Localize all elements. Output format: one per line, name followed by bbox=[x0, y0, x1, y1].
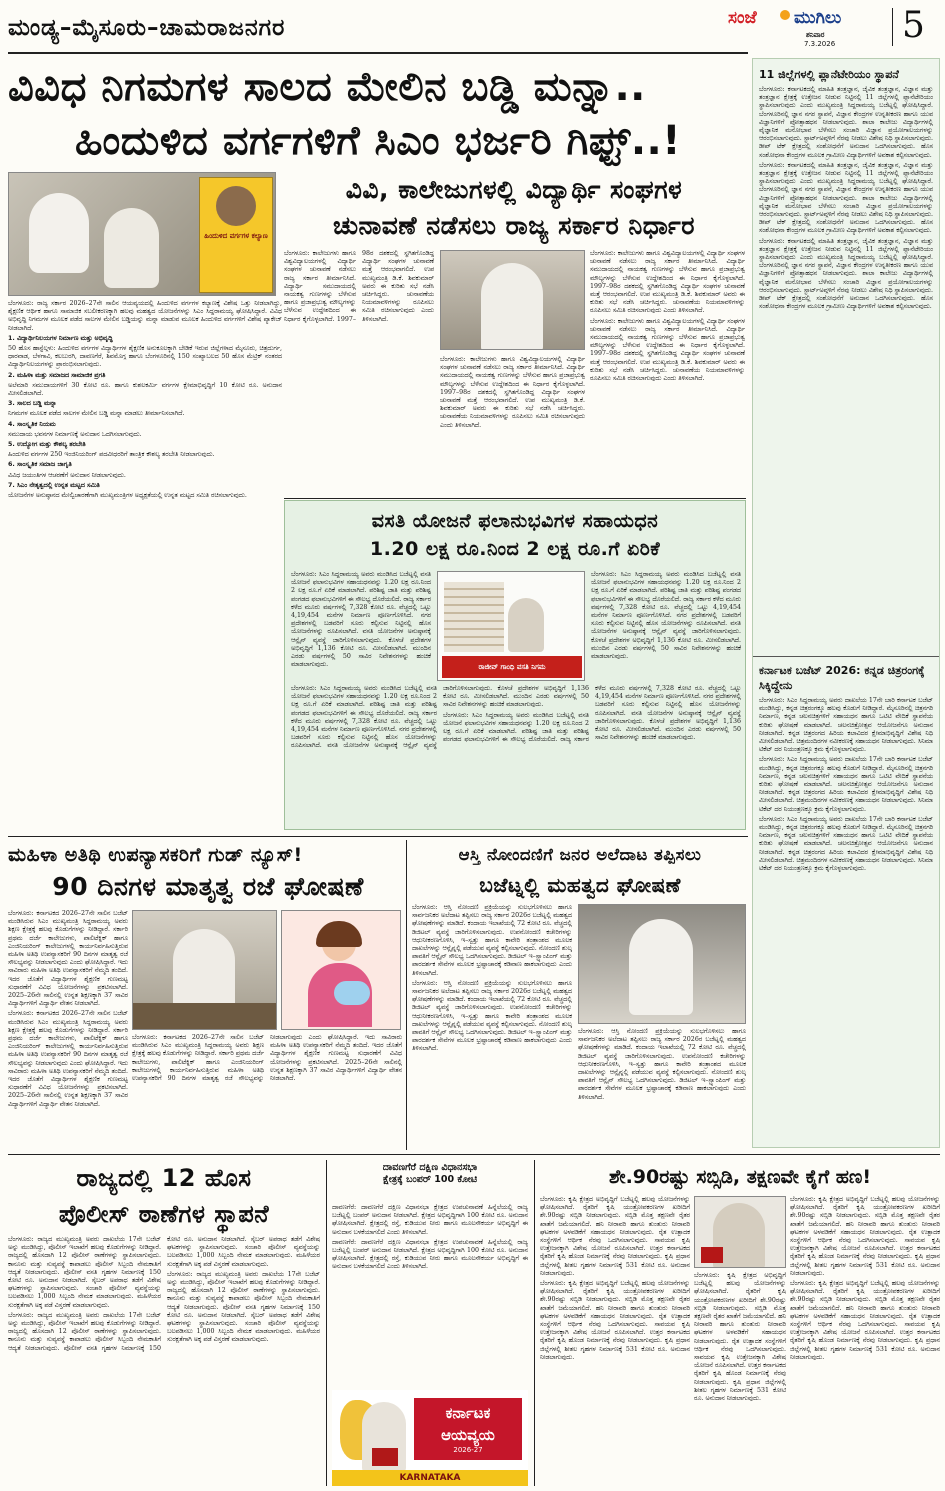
police-body-text: ಬೆಂಗಳೂರು: ರಾಜ್ಯದ ಮುಖ್ಯಮಂತ್ರಿ ಅವರು ದಾಖಲೆಯ 17ನೇ ಬಜೆಟ್ ಅನ್ನು ಮಂಡಿಸಿದ್ದು, ಪೊಲೀಸ್ ಇಲಾಖೆಗೆ ಹಲವು ಕೊಡುಗೆಗಳನ್ನು ನೀಡಿದ್ದಾರೆ. ರಾಜ್ಯದಲ್ಲಿ ಹೊಸದಾಗಿ 12 ಪೊಲೀಸ್ ಠಾಣೆಗಳನ್ನು ಸ್ಥಾಪಿಸಲಾಗುವುದು. ಕಾನೂನು ಮತ್ತು ಸುವ್ಯವಸ್ಥೆ ಕಾಪಾಡಲು ಪೊಲೀಸ್ ಸಿಬ್ಬಂದಿ ನೇಮಕಾತಿಗೆ ಆದ್ಯತೆ ನೀಡಲಾಗುವುದು. ಪೊಲೀಸ್ ವಸತಿ ಗೃಹಗಳ ನಿರ್ಮಾಣಕ್ಕೆ 150 ಕೋಟಿ ರೂ. ಅನುದಾನ ನೀಡಲಾಗಿದೆ. ಸೈಬರ್ ಅಪರಾಧ ತಡೆಗೆ ವಿಶೇಷ ಘಟಕಗಳನ್ನು ಸ್ಥಾಪಿಸಲಾಗುವುದು. ಸಂಚಾರಿ ಪೊಲೀಸ್ ವ್ಯವಸ್ಥೆಯನ್ನು ಬಲಪಡಿಸಲು 1,000 ಸಿಬ್ಬಂದಿ ನೇಮಕ ಮಾಡಲಾಗುವುದು. ಮಹಿಳೆಯರ ಸುರಕ್ಷತೆಗಾಗಿ ಅಕ್ಕ ಪಡೆ ವಿಸ್ತರಣೆ ಮಾಡಲಾಗುವುದು. bbox=[8, 1236, 320, 1352]
unions-headline-line1: ವಿವಿ, ಕಾಲೇಜುಗಳಲ್ಲಿ ವಿದ್ಯಾರ್ಥಿ ಸಂಘಗಳ bbox=[345, 175, 683, 204]
unions-body-text: ಬೆಂಗಳೂರು: ಕಾಲೇಜುಗಳು ಹಾಗೂ ವಿಶ್ವವಿದ್ಯಾಲಯಗಳಲ್ಲಿ ವಿದ್ಯಾರ್ಥಿ ಸಂಘಗಳ ಚುನಾವಣೆ ನಡೆಸಲು ರಾಜ್ಯ ಸರ್ಕಾರ ತೀರ್ಮಾನಿಸಿದೆ. ವಿದ್ಯಾರ್ಥಿ ಸಮುದಾಯದಲ್ಲಿ ನಾಯಕತ್ವ ಗುಣಗಳನ್ನು ಬೆಳೆಸುವ ಹಾಗೂ ಪ್ರಜಾಪ್ರಭುತ್ವ ಮೌಲ್ಯಗಳನ್ನು ಬೆಳೆಸುವ ಉದ್ದೇಶದಿಂದ ಈ ನಿರ್ಧಾರ ಕೈಗೊಳ್ಳಲಾಗಿದೆ. 1997–98ರ ದಶಕದಲ್ಲಿ ಸ್ಥಗಿತಗೊಂಡಿದ್ದ ವಿದ್ಯಾರ್ಥಿ ಸಂಘಗಳ ಚುನಾವಣೆ ಮತ್ತೆ ಆರಂಭವಾಗಲಿದೆ. ಉಪ ಮುಖ್ಯಮಂತ್ರಿ ಡಿ.ಕೆ. ಶಿವಕುಮಾರ್ ಅವರು ಈ ಕುರಿತು ಸಭೆ ನಡೆಸಿ ಚರ್ಚಿಸಿದ್ದರು. ಚುನಾವಣೆಯ ನಿಯಮಾವಳಿಗಳನ್ನು ರೂಪಿಸಲು ಸಮಿತಿ ರಚಿಸಲಾಗುವುದು ಎಂದು ತಿಳಿಸಲಾಗಿದೆ. bbox=[440, 356, 585, 429]
masthead-divider bbox=[892, 8, 893, 46]
lead-item-text: 50 ಹೊಸ ಹಾಸ್ಟೆಲ್ಗಳು: ಹಿಂದುಳಿದ ವರ್ಗಗಳ ವಿದ್ಯಾರ್ಥಿಗಳ ಶೈಕ್ಷಣಿಕ ಅನುಕೂಲಕ್ಕಾಗಿ ಬೇಡಿಕೆ ಇರುವ ಜಿಲ್ಲೆಗಳಾದ ಮೈಸೂರು, ಚಿತ್ರದುರ್ಗ, ಧಾರವಾಡ, ಬೆಳಗಾವಿ, ಕಲಬುರಗಿ, ದಾವಣಗೆರೆ, ಶಿವಮೊಗ್ಗ ಹಾಗೂ ಬೆಂಗಳೂರಿನಲ್ಲಿ 150 ಸಂಖ್ಯಾಬಲದ 50 ಹೊಸ ಮೆಟ್ರಿಕ್ ನಂತರದ ವಿದ್ಯಾರ್ಥಿನಿಲಯಗಳನ್ನು ಪ್ರಾರಂಭಿಸಲಾಗುವುದು. bbox=[8, 345, 282, 369]
section-label bbox=[8, 8, 488, 48]
unions-headline bbox=[284, 172, 744, 248]
row3-top-rule bbox=[8, 1154, 940, 1155]
lecturers-body-text: ಬೆಂಗಳೂರು: ಕರ್ನಾಟಕದ 2026–27ನೇ ಸಾಲಿನ ಬಜೆಟ್ ಮಂಡಿಸಿರುವ ಸಿಎಂ ಮುಖ್ಯಮಂತ್ರಿ ಸಿದ್ದರಾಮಯ್ಯ ಅವರು ಶಿಕ್ಷಣ ಕ್ಷೇತ್ರಕ್ಕೆ ಹಲವು ಕೊಡುಗೆಗಳನ್ನು ನೀಡಿದ್ದಾರೆ. ಸರ್ಕಾರಿ ಪ್ರಥಮ ದರ್ಜೆ ಕಾಲೇಜುಗಳು, ಪಾಲಿಟೆಕ್ನಿಕ್ ಹಾಗೂ ಎಂಜಿನಿಯರಿಂಗ್ ಕಾಲೇಜುಗಳಲ್ಲಿ ಕಾರ್ಯನಿರ್ವಹಿಸುತ್ತಿರುವ ಮಹಿಳಾ ಅತಿಥಿ ಉಪನ್ಯಾಸಕರಿಗೆ 90 ದಿನಗಳ ಮಾತೃತ್ವ ರಜೆ ಸೌಲಭ್ಯವನ್ನು ನೀಡಲಾಗುವುದು ಎಂದು ಘೋಷಿಸಿದ್ದಾರೆ. ಇದು ಸಾವಿರಾರು ಮಹಿಳಾ ಅತಿಥಿ ಉಪನ್ಯಾಸಕರಿಗೆ ನೆಮ್ಮದಿ ತಂದಿದೆ. ಇದರ ಜೊತೆಗೆ ವಿದ್ಯಾರ್ಥಿಗಳ ಶೈಕ್ಷಣಿಕ ಗುಣಮಟ್ಟ ಸುಧಾರಣೆಗೆ ವಿವಿಧ ಯೋಜನೆಗಳನ್ನು ಪ್ರಕಟಿಸಲಾಗಿದೆ. 2025–26ನೇ ಸಾಲಿನಲ್ಲಿ ಉನ್ನತ ಶಿಕ್ಷಣಕ್ಕಾಗಿ 37 ಸಾವಿರ ವಿದ್ಯಾರ್ಥಿಗಳಿಗೆ ವಿದ್ಯಾರ್ಥಿ ವೇತನ ನೀಡಲಾಗಿದೆ. bbox=[8, 1010, 128, 1108]
lecturers-photo bbox=[132, 910, 277, 1030]
lead-body bbox=[8, 300, 282, 820]
unions-body-text: ಬೆಂಗಳೂರು: ಕಾಲೇಜುಗಳು ಹಾಗೂ ವಿಶ್ವವಿದ್ಯಾಲಯಗಳಲ್ಲಿ ವಿದ್ಯಾರ್ಥಿ ಸಂಘಗಳ ಚುನಾವಣೆ ನಡೆಸಲು ರಾಜ್ಯ ಸರ್ಕಾರ ತೀರ್ಮಾನಿಸಿದೆ. ವಿದ್ಯಾರ್ಥಿ ಸಮುದಾಯದಲ್ಲಿ ನಾಯಕತ್ವ ಗುಣಗಳನ್ನು ಬೆಳೆಸುವ ಹಾಗೂ ಪ್ರಜಾಪ್ರಭುತ್ವ ಮೌಲ್ಯಗಳನ್ನು ಬೆಳೆಸುವ ಉದ್ದೇಶದಿಂದ ಈ ನಿರ್ಧಾರ ಕೈಗೊಳ್ಳಲಾಗಿದೆ. 1997–98ರ ದಶಕದಲ್ಲಿ ಸ್ಥಗಿತಗೊಂಡಿದ್ದ ವಿದ್ಯಾರ್ಥಿ ಸಂಘಗಳ ಚುನಾವಣೆ ಮತ್ತೆ ಆರಂಭವಾಗಲಿದೆ. ಉಪ ಮುಖ್ಯಮಂತ್ರಿ ಡಿ.ಕೆ. ಶಿವಕುಮಾರ್ ಅವರು ಈ ಕುರಿತು ಸಭೆ ನಡೆಸಿ ಚರ್ಚಿಸಿದ್ದರು. ಚುನಾವಣೆಯ ನಿಯಮಾವಳಿಗಳನ್ನು ರೂಪಿಸಲು ಸಮಿತಿ ರಚಿಸಲಾಗುವುದು ಎಂದು ತಿಳಿಸಲಾಗಿದೆ. bbox=[590, 317, 745, 383]
subsidy-body-text: ಬೆಂಗಳೂರು: ಕೃಷಿ ಕ್ಷೇತ್ರದ ಅಭಿವೃದ್ಧಿಗೆ ಬಜೆಟ್ನಲ್ಲಿ ಹಲವು ಯೋಜನೆಗಳನ್ನು ಘೋಷಿಸಲಾಗಿದೆ. ರೈತರಿಗೆ ಕೃಷಿ ಯಂತ್ರೋಪಕರಣಗಳ ಖರೀದಿಗೆ ಶೇ.90ರಷ್ಟು ಸಬ್ಸಿಡಿ ನೀಡಲಾಗುವುದು. ಸಬ್ಸಿಡಿ ಮೊತ್ತ ತಕ್ಷಣವೇ ರೈತರ ಖಾತೆಗೆ ಜಮೆಯಾಗಲಿದೆ. ಹನಿ ನೀರಾವರಿ ಹಾಗೂ ತುಂತುರು ನೀರಾವರಿ ಘಟಕಗಳ ಅಳವಡಿಕೆಗೆ ಸಹಾಯಧನ ನೀಡಲಾಗುವುದು. ರೈತ ಉತ್ಪಾದಕ ಸಂಸ್ಥೆಗಳಿಗೆ ಆರ್ಥಿಕ ನೆರವು ಒದಗಿಸಲಾಗುವುದು. ಸಾವಯವ ಕೃಷಿ ಉತ್ತೇಜನಕ್ಕಾಗಿ ವಿಶೇಷ ಯೋಜನೆ ರೂಪಿಸಲಾಗಿದೆ. ಉತ್ತರ ಕರ್ನಾಟಕದ ರೈತರಿಗೆ ಕೃಷಿ ಹೊಂಡ ನಿರ್ಮಾಣಕ್ಕೆ ನೆರವು ನೀಡಲಾಗುವುದು. ಕೃಷಿ ಪ್ರಧಾನ ಜಿಲ್ಲೆಗಳಲ್ಲಿ ಶೀತಲ ಗೃಹಗಳ ನಿರ್ಮಾಣಕ್ಕೆ 531 ಕೋಟಿ ರೂ. ಅನುದಾನ ನೀಡಲಾಗುವುದು. bbox=[694, 1272, 786, 1403]
planetarium-body-text: ಬೆಂಗಳೂರು: ಕರ್ನಾಟಕದಲ್ಲಿ ಮಾಹಿತಿ ತಂತ್ರಜ್ಞಾನ, ಜೈವಿಕ ತಂತ್ರಜ್ಞಾನ, ವಿಜ್ಞಾನ ಮತ್ತು ತಂತ್ರಜ್ಞಾನ ಕ್ಷೇತ್ರಕ್ಕೆ ಉತ್ತೇಜನ ನೀಡುವ ನಿಟ್ಟಿನಲ್ಲಿ 11 ಜಿಲ್ಲೆಗಳಲ್ಲಿ ಪ್ಲಾನೆಟೇರಿಯಂ ಸ್ಥಾಪಿಸಲಾಗುವುದು ಎಂದು ಮುಖ್ಯಮಂತ್ರಿ ಸಿದ್ದರಾಮಯ್ಯ ಬಜೆಟ್ನಲ್ಲಿ ಘೋಷಿಸಿದ್ದಾರೆ. ಬೆಂಗಳೂರಿನಲ್ಲಿ ಜ್ಞಾನ ನಗರ ಸ್ಥಾಪನೆ, ವಿಜ್ಞಾನ ಕೇಂದ್ರಗಳ ಉನ್ನತೀಕರಣ ಹಾಗೂ ಯುವ ವಿಜ್ಞಾನಿಗಳಿಗೆ ಪ್ರೋತ್ಸಾಹಧನ ನೀಡಲಾಗುವುದು. ಶಾಲಾ ಕಾಲೇಜು ವಿದ್ಯಾರ್ಥಿಗಳಲ್ಲಿ ವೈಜ್ಞಾನಿಕ ಮನೋಭಾವ ಬೆಳೆಸಲು ಸಂಚಾರಿ ವಿಜ್ಞಾನ ಪ್ರಯೋಗಾಲಯಗಳನ್ನು ಆರಂಭಿಸಲಾಗುವುದು. ಸ್ಟಾರ್ಟ್ಅಪ್ಗಳಿಗೆ ನೆರವು ನೀಡಲು ವಿಶೇಷ ನಿಧಿ ಸ್ಥಾಪಿಸಲಾಗುವುದು. ಡೀಪ್ ಟೆಕ್ ಕ್ಷೇತ್ರದಲ್ಲಿ ಸಂಶೋಧನೆಗೆ ಅನುದಾನ ಒದಗಿಸಲಾಗುವುದು. ಹೊಸ ಸಂಶೋಧನಾ ಕೇಂದ್ರಗಳ ಮೂಲಕ ಗ್ರಾಮೀಣ ವಿದ್ಯಾರ್ಥಿಗಳಿಗೆ ಅವಕಾಶ ಕಲ್ಪಿಸಲಾಗುವುದು. bbox=[759, 86, 933, 159]
unions-body-text: ಬೆಂಗಳೂರು: ಕಾಲೇಜುಗಳು ಹಾಗೂ ವಿಶ್ವವಿದ್ಯಾಲಯಗಳಲ್ಲಿ ವಿದ್ಯಾರ್ಥಿ ಸಂಘಗಳ ಚುನಾವಣೆ ನಡೆಸಲು ರಾಜ್ಯ ಸರ್ಕಾರ ತೀರ್ಮಾನಿಸಿದೆ. ವಿದ್ಯಾರ್ಥಿ ಸಮುದಾಯದಲ್ಲಿ ನಾಯಕತ್ವ ಗುಣಗಳನ್ನು ಬೆಳೆಸುವ ಹಾಗೂ ಪ್ರಜಾಪ್ರಭುತ್ವ ಮೌಲ್ಯಗಳನ್ನು ಬೆಳೆಸುವ ಉದ್ದೇಶದಿಂದ ಈ ನಿರ್ಧಾರ ಕೈಗೊಳ್ಳಲಾಗಿದೆ. 1997–98ರ ದಶಕದಲ್ಲಿ ಸ್ಥಗಿತಗೊಂಡಿದ್ದ ವಿದ್ಯಾರ್ಥಿ ಸಂಘಗಳ ಚುನಾವಣೆ ಮತ್ತೆ ಆರಂಭವಾಗಲಿದೆ. ಉಪ ಮುಖ್ಯಮಂತ್ರಿ ಡಿ.ಕೆ. ಶಿವಕುಮಾರ್ ಅವರು ಈ ಕುರಿತು ಸಭೆ ನಡೆಸಿ ಚರ್ಚಿಸಿದ್ದರು. ಚುನಾವಣೆಯ ನಿಯಮಾವಳಿಗಳನ್ನು ರೂಪಿಸಲು ಸಮಿತಿ ರಚಿಸಲಾಗುವುದು ಎಂದು ತಿಳಿಸಲಾಗಿದೆ. bbox=[284, 250, 434, 323]
housing-banner-text: ರಾಜೀವ್ ಗಾಂಧಿ ವಸತಿ ನಿಗಮ bbox=[442, 656, 582, 678]
subsidy-body-text: ಬೆಂಗಳೂರು: ಕೃಷಿ ಕ್ಷೇತ್ರದ ಅಭಿವೃದ್ಧಿಗೆ ಬಜೆಟ್ನಲ್ಲಿ ಹಲವು ಯೋಜನೆಗಳನ್ನು ಘೋಷಿಸಲಾಗಿದೆ. ರೈತರಿಗೆ ಕೃಷಿ ಯಂತ್ರೋಪಕರಣಗಳ ಖರೀದಿಗೆ ಶೇ.90ರಷ್ಟು ಸಬ್ಸಿಡಿ ನೀಡಲಾಗುವುದು. ಸಬ್ಸಿಡಿ ಮೊತ್ತ ತಕ್ಷಣವೇ ರೈತರ ಖಾತೆಗೆ ಜಮೆಯಾಗಲಿದೆ. ಹನಿ ನೀರಾವರಿ ಹಾಗೂ ತುಂತುರು ನೀರಾವರಿ ಘಟಕಗಳ ಅಳವಡಿಕೆಗೆ ಸಹಾಯಧನ ನೀಡಲಾಗುವುದು. ರೈತ ಉತ್ಪಾದಕ ಸಂಸ್ಥೆಗಳಿಗೆ ಆರ್ಥಿಕ ನೆರವು ಒದಗಿಸಲಾಗುವುದು. ಸಾವಯವ ಕೃಷಿ ಉತ್ತೇಜನಕ್ಕಾಗಿ ವಿಶೇಷ ಯೋಜನೆ ರೂಪಿಸಲಾಗಿದೆ. ಉತ್ತರ ಕರ್ನಾಟಕದ ರೈತರಿಗೆ ಕೃಷಿ ಹೊಂಡ ನಿರ್ಮಾಣಕ್ಕೆ ನೆರವು ನೀಡಲಾಗುವುದು. ಕೃಷಿ ಪ್ರಧಾನ ಜಿಲ್ಲೆಗಳಲ್ಲಿ ಶೀತಲ ಗೃಹಗಳ ನಿರ್ಮಾಣಕ್ಕೆ 531 ಕೋಟಿ ರೂ. ಅನುದಾನ ನೀಡಲಾಗುವುದು. bbox=[540, 1280, 690, 1361]
lecturers-body-text: ಬೆಂಗಳೂರು: ಕರ್ನಾಟಕದ 2026–27ನೇ ಸಾಲಿನ ಬಜೆಟ್ ಮಂಡಿಸಿರುವ ಸಿಎಂ ಮುಖ್ಯಮಂತ್ರಿ ಸಿದ್ದರಾಮಯ್ಯ ಅವರು ಶಿಕ್ಷಣ ಕ್ಷೇತ್ರಕ್ಕೆ ಹಲವು ಕೊಡುಗೆಗಳನ್ನು ನೀಡಿದ್ದಾರೆ. ಸರ್ಕಾರಿ ಪ್ರಥಮ ದರ್ಜೆ ಕಾಲೇಜುಗಳು, ಪಾಲಿಟೆಕ್ನಿಕ್ ಹಾಗೂ ಎಂಜಿನಿಯರಿಂಗ್ ಕಾಲೇಜುಗಳಲ್ಲಿ ಕಾರ್ಯನಿರ್ವಹಿಸುತ್ತಿರುವ ಮಹಿಳಾ ಅತಿಥಿ ಉಪನ್ಯಾಸಕರಿಗೆ 90 ದಿನಗಳ ಮಾತೃತ್ವ ರಜೆ ಸೌಲಭ್ಯವನ್ನು ನೀಡಲಾಗುವುದು ಎಂದು ಘೋಷಿಸಿದ್ದಾರೆ. ಇದು ಸಾವಿರಾರು ಮಹಿಳಾ ಅತಿಥಿ ಉಪನ್ಯಾಸಕರಿಗೆ ನೆಮ್ಮದಿ ತಂದಿದೆ. ಇದರ ಜೊತೆಗೆ ವಿದ್ಯಾರ್ಥಿಗಳ ಶೈಕ್ಷಣಿಕ ಗುಣಮಟ್ಟ ಸುಧಾರಣೆಗೆ ವಿವಿಧ ಯೋಜನೆಗಳನ್ನು ಪ್ರಕಟಿಸಲಾಗಿದೆ. 2025–26ನೇ ಸಾಲಿನಲ್ಲಿ ಉನ್ನತ ಶಿಕ್ಷಣಕ್ಕಾಗಿ 37 ಸಾವಿರ ವಿದ್ಯಾರ್ಥಿಗಳಿಗೆ ವಿದ್ಯಾರ್ಥಿ ವೇತನ ನೀಡಲಾಗಿದೆ. bbox=[8, 910, 128, 1008]
lecturers-headline-line2: 90 ದಿನಗಳ ಮಾತೃತ್ವ ರಜೆ ಘೋಷಣೆ bbox=[52, 872, 364, 901]
lead-item-text: ಸಮುದಾಯ ಭವನಗಳ ನಿರ್ಮಾಣಕ್ಕೆ ಅನುದಾನ ಒದಗಿಸಲಾಗುವುದು. bbox=[8, 430, 142, 438]
lead-headline-line1: ವಿವಿಧ ನಿಗಮಗಳ ಸಾಲದ ಮೇಲಿನ ಬಡ್ಡಿ ಮನ್ನಾ.. bbox=[8, 64, 646, 110]
lead-item-title: 6. ಸಾಂಸ್ಕೃತಿಕ ಸಮಾಜ ಜಾಗೃತಿ bbox=[8, 461, 72, 469]
lead-intro: ಬೆಂಗಳೂರು: ರಾಜ್ಯ ಸರ್ಕಾರ 2026–27ನೇ ಸಾಲಿನ ಆಯವ್ಯಯದಲ್ಲಿ ಹಿಂದುಳಿದ ವರ್ಗಗಳ ಕಲ್ಯಾಣಕ್ಕೆ ವಿಶೇಷ ಒತ್ತು ನೀಡಲಾಗಿದ್ದು, ಶೈಕ್ಷಣಿಕ ಆರ್ಥಿಕ ಹಾಗೂ ಸಾಮಾಜಿಕ ಸಬಲೀಕರಣಕ್ಕಾಗಿ ಹಲವು ಮಹತ್ವದ ಯೋಜನೆಗಳನ್ನು ಸಿಎಂ ಸಿದ್ದರಾಮಯ್ಯ ಘೋಷಿಸಿದ್ದಾರೆ. ವಿವಿಧ ಅಭಿವೃದ್ಧಿ ನಿಗಮಗಳ ಮೂಲಕ ಪಡೆದ ಸಾಲಗಳ ಮೇಲಿನ ಬಡ್ಡಿಯನ್ನು ಮನ್ನಾ ಮಾಡುವ ಮೂಲಕ ಹಿಂದುಳಿದ ವರ್ಗಗಳಿಗೆ ವಿಶೇಷ ಪ್ಯಾಕೇಜ್ ನೀಡಲಾಗಿದೆ. bbox=[8, 300, 282, 332]
budget-briefcase bbox=[372, 1448, 398, 1466]
housing-banner bbox=[437, 571, 585, 681]
masthead-rule bbox=[8, 52, 748, 54]
property-photo bbox=[578, 904, 746, 1024]
property-left-rule bbox=[406, 840, 407, 1150]
logo-mugilu: ಮುಗಿಲು bbox=[794, 8, 842, 28]
issue-date: 7.3.2026 bbox=[804, 40, 836, 48]
davanagere-headline bbox=[332, 1162, 528, 1202]
lead-item-text: ಹಿಂದುಳಿದ ವರ್ಗಗಳ 250 ಇಂಜಿನಿಯರಿಂಗ್ ಪದವೀಧರರಿಗೆ ತಾಂತ್ರಿಕ ಕೌಶಲ್ಯ ತರಬೇತಿ ನೀಡಲಾಗುವುದು. bbox=[8, 451, 215, 459]
lecturers-body-bottom bbox=[132, 1034, 402, 1150]
property-headline bbox=[412, 840, 748, 902]
masthead-logo bbox=[728, 6, 888, 50]
lecturers-body-text: ಬೆಂಗಳೂರು: ಕರ್ನಾಟಕದ 2026–27ನೇ ಸಾಲಿನ ಬಜೆಟ್ ಮಂಡಿಸಿರುವ ಸಿಎಂ ಮುಖ್ಯಮಂತ್ರಿ ಸಿದ್ದರಾಮಯ್ಯ ಅವರು ಶಿಕ್ಷಣ ಕ್ಷೇತ್ರಕ್ಕೆ ಹಲವು ಕೊಡುಗೆಗಳನ್ನು ನೀಡಿದ್ದಾರೆ. ಸರ್ಕಾರಿ ಪ್ರಥಮ ದರ್ಜೆ ಕಾಲೇಜುಗಳು, ಪಾಲಿಟೆಕ್ನಿಕ್ ಹಾಗೂ ಎಂಜಿನಿಯರಿಂಗ್ ಕಾಲೇಜುಗಳಲ್ಲಿ ಕಾರ್ಯನಿರ್ವಹಿಸುತ್ತಿರುವ ಮಹಿಳಾ ಅತಿಥಿ ಉಪನ್ಯಾಸಕರಿಗೆ 90 ದಿನಗಳ ಮಾತೃತ್ವ ರಜೆ ಸೌಲಭ್ಯವನ್ನು ನೀಡಲಾಗುವುದು ಎಂದು ಘೋಷಿಸಿದ್ದಾರೆ. ಇದು ಸಾವಿರಾರು ಮಹಿಳಾ ಅತಿಥಿ ಉಪನ್ಯಾಸಕರಿಗೆ ನೆಮ್ಮದಿ ತಂದಿದೆ. ಇದರ ಜೊತೆಗೆ ವಿದ್ಯಾರ್ಥಿಗಳ ಶೈಕ್ಷಣಿಕ ಗುಣಮಟ್ಟ ಸುಧಾರಣೆಗೆ ವಿವಿಧ ಯೋಜನೆಗಳನ್ನು ಪ್ರಕಟಿಸಲಾಗಿದೆ. 2025–26ನೇ ಸಾಲಿನಲ್ಲಿ ಉನ್ನತ ಶಿಕ್ಷಣಕ್ಕಾಗಿ 37 ಸಾವಿರ ವಿದ್ಯಾರ್ಥಿಗಳಿಗೆ ವಿದ್ಯಾರ್ಥಿ ವೇತನ ನೀಡಲಾಗಿದೆ. bbox=[132, 1034, 402, 1083]
subsidy-left-rule bbox=[534, 1160, 535, 1486]
lecturers-headline-line1: ಮಹಿಳಾ ಅತಿಥಿ ಉಪನ್ಯಾಸಕರಿಗೆ ಗುಡ್ ನ್ಯೂಸ್! bbox=[8, 844, 303, 866]
film-body bbox=[753, 697, 939, 1137]
lead-headline bbox=[8, 60, 748, 170]
subsidy-photo bbox=[694, 1196, 786, 1268]
film-body-text: ಬೆಂಗಳೂರು: ಸಿಎಂ ಸಿದ್ದರಾಮಯ್ಯ ಅವರು ದಾಖಲೆಯ 17ನೇ ಬಾರಿ ಕರ್ನಾಟಕ ಬಜೆಟ್ ಮಂಡಿಸಿದ್ದು, ಕನ್ನಡ ಚಿತ್ರರಂಗಕ್ಕೂ ಹಲವು ಕೊಡುಗೆ ನೀಡಿದ್ದಾರೆ. ಮೈಸೂರಿನಲ್ಲಿ ಚಿತ್ರನಗರಿ ನಿರ್ಮಾಣ, ಕನ್ನಡ ಚಲನಚಿತ್ರಗಳಿಗೆ ಸಹಾಯಧನ ಹಾಗೂ ಒಟಿಟಿ ವೇದಿಕೆ ಸ್ಥಾಪನೆಯ ಕುರಿತು ಘೋಷಣೆ ಮಾಡಲಾಗಿದೆ. ಚಲನಚಿತ್ರೋತ್ಸವ ಆಯೋಜನೆಗೂ ಅನುದಾನ ನೀಡಲಾಗಿದೆ. ಕನ್ನಡ ಚಿತ್ರರಂಗದ ಹಿರಿಯ ಕಲಾವಿದರ ಕ್ಷೇಮಾಭಿವೃದ್ಧಿಗೆ ವಿಶೇಷ ನಿಧಿ ಮೀಸಲಿಡಲಾಗಿದೆ. ಚಿತ್ರಮಂದಿರಗಳ ನವೀಕರಣಕ್ಕೆ ಸಹಾಯಧನ ನೀಡಲಾಗುವುದು. ಸಿನಿಮಾ ಟಿಕೆಟ್ ದರ ನಿಯಂತ್ರಣಕ್ಕೂ ಕ್ರಮ ಕೈಗೊಳ್ಳಲಾಗುವುದು. bbox=[759, 697, 933, 754]
property-body-col2 bbox=[578, 1028, 746, 1150]
poster-portrait bbox=[216, 186, 256, 226]
film-headline: ಕರ್ನಾಟಕ ಬಜೆಟ್ 2026: ಕನ್ನಡ ಚಿತ್ರರಂಗಕ್ಕೆ ಸಿಕ್ಕಿದ್ದೇನು bbox=[753, 656, 939, 697]
unions-bottom-rule bbox=[284, 498, 746, 499]
unions-body-right bbox=[590, 250, 745, 496]
cm-with-papers bbox=[629, 919, 693, 1015]
lead-item-text: ಯೋಜನೆಗಳ ಅನುಷ್ಠಾನದ ಮೇಲ್ವಿಚಾರಣೆಗಾಗಿ ಮುಖ್ಯಮಂತ್ರಿಗಳ ಅಧ್ಯಕ್ಷತೆಯಲ್ಲಿ ಉನ್ನತ ಮಟ್ಟದ ಸಮಿತಿ ರಚಿಸಲಾಗುವುದು. bbox=[8, 492, 247, 500]
lecturers-headline bbox=[8, 840, 408, 906]
police-body-text: ಬೆಂಗಳೂರು: ರಾಜ್ಯದ ಮುಖ್ಯಮಂತ್ರಿ ಅವರು ದಾಖಲೆಯ 17ನೇ ಬಜೆಟ್ ಅನ್ನು ಮಂಡಿಸಿದ್ದು, ಪೊಲೀಸ್ ಇಲಾಖೆಗೆ ಹಲವು ಕೊಡುಗೆಗಳನ್ನು ನೀಡಿದ್ದಾರೆ. ರಾಜ್ಯದಲ್ಲಿ ಹೊಸದಾಗಿ 12 ಪೊಲೀಸ್ ಠಾಣೆಗಳನ್ನು ಸ್ಥಾಪಿಸಲಾಗುವುದು. ಕಾನೂನು ಮತ್ತು ಸುವ್ಯವಸ್ಥೆ ಕಾಪಾಡಲು ಪೊಲೀಸ್ ಸಿಬ್ಬಂದಿ ನೇಮಕಾತಿಗೆ ಆದ್ಯತೆ ನೀಡಲಾಗುವುದು. ಪೊಲೀಸ್ ವಸತಿ ಗೃಹಗಳ ನಿರ್ಮಾಣಕ್ಕೆ 150 ಕೋಟಿ ರೂ. ಅನುದಾನ ನೀಡಲಾಗಿದೆ. ಸೈಬರ್ ಅಪರಾಧ ತಡೆಗೆ ವಿಶೇಷ ಘಟಕಗಳನ್ನು ಸ್ಥಾಪಿಸಲಾಗುವುದು. ಸಂಚಾರಿ ಪೊಲೀಸ್ ವ್ಯವಸ್ಥೆಯನ್ನು ಬಲಪಡಿಸಲು 1,000 ಸಿಬ್ಬಂದಿ ನೇಮಕ ಮಾಡಲಾಗುವುದು. ಮಹಿಳೆಯರ ಸುರಕ್ಷತೆಗಾಗಿ ಅಕ್ಕ ಪಡೆ ವಿಸ್ತರಣೆ ಮಾಡಲಾಗುವುದು. bbox=[167, 1270, 320, 1344]
housing-body-col3 bbox=[591, 571, 741, 681]
logo-sanje: ಸಂಜೆ bbox=[728, 8, 757, 28]
red-briefcase bbox=[701, 1247, 723, 1263]
lead-item-title: 1. ವಿದ್ಯಾರ್ಥಿನಿಲಯಗಳ ನಿರ್ಮಾಣ ಮತ್ತು ಅಭಿವೃದ್ಧಿ bbox=[8, 334, 113, 342]
apartment-building bbox=[444, 582, 504, 652]
davanagere-body-text: ದಾವಣಗೆರೆ: ದಾವಣಗೆರೆ ದಕ್ಷಿಣ ವಿಧಾನಸಭಾ ಕ್ಷೇತ್ರದ ಉಪಚುನಾವಣೆ ಹಿನ್ನೆಲೆಯಲ್ಲಿ ರಾಜ್ಯ ಬಜೆಟ್ನಲ್ಲಿ ಬಂಪರ್ ಅನುದಾನ ನೀಡಲಾಗಿದೆ. ಕ್ಷೇತ್ರದ ಅಭಿವೃದ್ಧಿಗಾಗಿ 100 ಕೋಟಿ ರೂ. ಅನುದಾನ ಘೋಷಿಸಲಾಗಿದೆ. ಕ್ಷೇತ್ರದಲ್ಲಿ ರಸ್ತೆ, ಕುಡಿಯುವ ನೀರು ಹಾಗೂ ಮೂಲಸೌಕರ್ಯ ಅಭಿವೃದ್ಧಿಗೆ ಈ ಅನುದಾನ ಬಳಕೆಯಾಗಲಿದೆ ಎಂದು ತಿಳಿಸಲಾಗಿದೆ. bbox=[332, 1238, 528, 1271]
property-headline-line2: ಬಜೆಟ್ನಲ್ಲಿ ಮಹತ್ವದ ಘೋಷಣೆ bbox=[479, 873, 681, 897]
planetarium-body-text: ಬೆಂಗಳೂರು: ಕರ್ನಾಟಕದಲ್ಲಿ ಮಾಹಿತಿ ತಂತ್ರಜ್ಞಾನ, ಜೈವಿಕ ತಂತ್ರಜ್ಞಾನ, ವಿಜ್ಞಾನ ಮತ್ತು ತಂತ್ರಜ್ಞಾನ ಕ್ಷೇತ್ರಕ್ಕೆ ಉತ್ತೇಜನ ನೀಡುವ ನಿಟ್ಟಿನಲ್ಲಿ 11 ಜಿಲ್ಲೆಗಳಲ್ಲಿ ಪ್ಲಾನೆಟೇರಿಯಂ ಸ್ಥಾಪಿಸಲಾಗುವುದು ಎಂದು ಮುಖ್ಯಮಂತ್ರಿ ಸಿದ್ದರಾಮಯ್ಯ ಬಜೆಟ್ನಲ್ಲಿ ಘೋಷಿಸಿದ್ದಾರೆ. ಬೆಂಗಳೂರಿನಲ್ಲಿ ಜ್ಞಾನ ನಗರ ಸ್ಥಾಪನೆ, ವಿಜ್ಞಾನ ಕೇಂದ್ರಗಳ ಉನ್ನತೀಕರಣ ಹಾಗೂ ಯುವ ವಿಜ್ಞಾನಿಗಳಿಗೆ ಪ್ರೋತ್ಸಾಹಧನ ನೀಡಲಾಗುವುದು. ಶಾಲಾ ಕಾಲೇಜು ವಿದ್ಯಾರ್ಥಿಗಳಲ್ಲಿ ವೈಜ್ಞಾನಿಕ ಮನೋಭಾವ ಬೆಳೆಸಲು ಸಂಚಾರಿ ವಿಜ್ಞಾನ ಪ್ರಯೋಗಾಲಯಗಳನ್ನು ಆರಂಭಿಸಲಾಗುವುದು. ಸ್ಟಾರ್ಟ್ಅಪ್ಗಳಿಗೆ ನೆರವು ನೀಡಲು ವಿಶೇಷ ನಿಧಿ ಸ್ಥಾಪಿಸಲಾಗುವುದು. ಡೀಪ್ ಟೆಕ್ ಕ್ಷೇತ್ರದಲ್ಲಿ ಸಂಶೋಧನೆಗೆ ಅನುದಾನ ಒದಗಿಸಲಾಗುವುದು. ಹೊಸ ಸಂಶೋಧನಾ ಕೇಂದ್ರಗಳ ಮೂಲಕ ಗ್ರಾಮೀಣ ವಿದ್ಯಾರ್ಥಿಗಳಿಗೆ ಅವಕಾಶ ಕಲ್ಪಿಸಲಾಗುವುದು. bbox=[759, 161, 933, 235]
ad-title-line1: ಕರ್ನಾಟಕ bbox=[445, 1404, 491, 1422]
lead-item-text: ವಿವಿಧ ಜಯಂತಿಗಳ ಆಚರಣೆಗೆ ಅನುದಾನ ನೀಡಲಾಗುವುದು. bbox=[8, 471, 126, 479]
film-body-text: ಬೆಂಗಳೂರು: ಸಿಎಂ ಸಿದ್ದರಾಮಯ್ಯ ಅವರು ದಾಖಲೆಯ 17ನೇ ಬಾರಿ ಕರ್ನಾಟಕ ಬಜೆಟ್ ಮಂಡಿಸಿದ್ದು, ಕನ್ನಡ ಚಿತ್ರರಂಗಕ್ಕೂ ಹಲವು ಕೊಡುಗೆ ನೀಡಿದ್ದಾರೆ. ಮೈಸೂರಿನಲ್ಲಿ ಚಿತ್ರನಗರಿ ನಿರ್ಮಾಣ, ಕನ್ನಡ ಚಲನಚಿತ್ರಗಳಿಗೆ ಸಹಾಯಧನ ಹಾಗೂ ಒಟಿಟಿ ವೇದಿಕೆ ಸ್ಥಾಪನೆಯ ಕುರಿತು ಘೋಷಣೆ ಮಾಡಲಾಗಿದೆ. ಚಲನಚಿತ್ರೋತ್ಸವ ಆಯೋಜನೆಗೂ ಅನುದಾನ ನೀಡಲಾಗಿದೆ. ಕನ್ನಡ ಚಿತ್ರರಂಗದ ಹಿರಿಯ ಕಲಾವಿದರ ಕ್ಷೇಮಾಭಿವೃದ್ಧಿಗೆ ವಿಶೇಷ ನಿಧಿ ಮೀಸಲಿಡಲಾಗಿದೆ. ಚಿತ್ರಮಂದಿರಗಳ ನವೀಕರಣಕ್ಕೆ ಸಹಾಯಧನ ನೀಡಲಾಗುವುದು. ಸಿನಿಮಾ ಟಿಕೆಟ್ ದರ ನಿಯಂತ್ರಣಕ್ಕೂ ಕ್ರಮ ಕೈಗೊಳ್ಳಲಾಗುವುದು. bbox=[759, 815, 933, 873]
unions-body-text: ಬೆಂಗಳೂರು: ಕಾಲೇಜುಗಳು ಹಾಗೂ ವಿಶ್ವವಿದ್ಯಾಲಯಗಳಲ್ಲಿ ವಿದ್ಯಾರ್ಥಿ ಸಂಘಗಳ ಚುನಾವಣೆ ನಡೆಸಲು ರಾಜ್ಯ ಸರ್ಕಾರ ತೀರ್ಮಾನಿಸಿದೆ. ವಿದ್ಯಾರ್ಥಿ ಸಮುದಾಯದಲ್ಲಿ ನಾಯಕತ್ವ ಗುಣಗಳನ್ನು ಬೆಳೆಸುವ ಹಾಗೂ ಪ್ರಜಾಪ್ರಭುತ್ವ ಮೌಲ್ಯಗಳನ್ನು ಬೆಳೆಸುವ ಉದ್ದೇಶದಿಂದ ಈ ನಿರ್ಧಾರ ಕೈಗೊಳ್ಳಲಾಗಿದೆ. 1997–98ರ ದಶಕದಲ್ಲಿ ಸ್ಥಗಿತಗೊಂಡಿದ್ದ ವಿದ್ಯಾರ್ಥಿ ಸಂಘಗಳ ಚುನಾವಣೆ ಮತ್ತೆ ಆರಂಭವಾಗಲಿದೆ. ಉಪ ಮುಖ್ಯಮಂತ್ರಿ ಡಿ.ಕೆ. ಶಿವಕುಮಾರ್ ಅವರು ಈ ಕುರಿತು ಸಭೆ ನಡೆಸಿ ಚರ್ಚಿಸಿದ್ದರು. ಚುನಾವಣೆಯ ನಿಯಮಾವಳಿಗಳನ್ನು ರೂಪಿಸಲು ಸಮಿತಿ ರಚಿಸಲಾಗುವುದು ಎಂದು ತಿಳಿಸಲಾಗಿದೆ. bbox=[590, 250, 745, 315]
subsidy-body-text: ಬೆಂಗಳೂರು: ಕೃಷಿ ಕ್ಷೇತ್ರದ ಅಭಿವೃದ್ಧಿಗೆ ಬಜೆಟ್ನಲ್ಲಿ ಹಲವು ಯೋಜನೆಗಳನ್ನು ಘೋಷಿಸಲಾಗಿದೆ. ರೈತರಿಗೆ ಕೃಷಿ ಯಂತ್ರೋಪಕರಣಗಳ ಖರೀದಿಗೆ ಶೇ.90ರಷ್ಟು ಸಬ್ಸಿಡಿ ನೀಡಲಾಗುವುದು. ಸಬ್ಸಿಡಿ ಮೊತ್ತ ತಕ್ಷಣವೇ ರೈತರ ಖಾತೆಗೆ ಜಮೆಯಾಗಲಿದೆ. ಹನಿ ನೀರಾವರಿ ಹಾಗೂ ತುಂತುರು ನೀರಾವರಿ ಘಟಕಗಳ ಅಳವಡಿಕೆಗೆ ಸಹಾಯಧನ ನೀಡಲಾಗುವುದು. ರೈತ ಉತ್ಪಾದಕ ಸಂಸ್ಥೆಗಳಿಗೆ ಆರ್ಥಿಕ ನೆರವು ಒದಗಿಸಲಾಗುವುದು. ಸಾವಯವ ಕೃಷಿ ಉತ್ತೇಜನಕ್ಕಾಗಿ ವಿಶೇಷ ಯೋಜನೆ ರೂಪಿಸಲಾಗಿದೆ. ಉತ್ತರ ಕರ್ನಾಟಕದ ರೈತರಿಗೆ ಕೃಷಿ ಹೊಂಡ ನಿರ್ಮಾಣಕ್ಕೆ ನೆರವು ನೀಡಲಾಗುವುದು. ಕೃಷಿ ಪ್ರಧಾನ ಜಿಲ್ಲೆಗಳಲ್ಲಿ ಶೀತಲ ಗೃಹಗಳ ನಿರ್ಮಾಣಕ್ಕೆ 531 ಕೋಟಿ ರೂ. ಅನುದಾನ ನೀಡಲಾಗುವುದು. bbox=[790, 1196, 940, 1277]
person-dkshivakumar bbox=[481, 263, 543, 350]
davanagere-headline-line1: ದಾವಣಗೆರೆ ದಕ್ಷಿಣ ವಿಧಾನಸಭಾ bbox=[382, 1162, 478, 1173]
planetarium-body-text: ಬೆಂಗಳೂರು: ಕರ್ನಾಟಕದಲ್ಲಿ ಮಾಹಿತಿ ತಂತ್ರಜ್ಞಾನ, ಜೈವಿಕ ತಂತ್ರಜ್ಞಾನ, ವಿಜ್ಞಾನ ಮತ್ತು ತಂತ್ರಜ್ಞಾನ ಕ್ಷೇತ್ರಕ್ಕೆ ಉತ್ತೇಜನ ನೀಡುವ ನಿಟ್ಟಿನಲ್ಲಿ 11 ಜಿಲ್ಲೆಗಳಲ್ಲಿ ಪ್ಲಾನೆಟೇರಿಯಂ ಸ್ಥಾಪಿಸಲಾಗುವುದು ಎಂದು ಮುಖ್ಯಮಂತ್ರಿ ಸಿದ್ದರಾಮಯ್ಯ ಬಜೆಟ್ನಲ್ಲಿ ಘೋಷಿಸಿದ್ದಾರೆ. ಬೆಂಗಳೂರಿನಲ್ಲಿ ಜ್ಞಾನ ನಗರ ಸ್ಥಾಪನೆ, ವಿಜ್ಞಾನ ಕೇಂದ್ರಗಳ ಉನ್ನತೀಕರಣ ಹಾಗೂ ಯುವ ವಿಜ್ಞಾನಿಗಳಿಗೆ ಪ್ರೋತ್ಸಾಹಧನ ನೀಡಲಾಗುವುದು. ಶಾಲಾ ಕಾಲೇಜು ವಿದ್ಯಾರ್ಥಿಗಳಲ್ಲಿ ವೈಜ್ಞಾನಿಕ ಮನೋಭಾವ ಬೆಳೆಸಲು ಸಂಚಾರಿ ವಿಜ್ಞಾನ ಪ್ರಯೋಗಾಲಯಗಳನ್ನು ಆರಂಭಿಸಲಾಗುವುದು. ಸ್ಟಾರ್ಟ್ಅಪ್ಗಳಿಗೆ ನೆರವು ನೀಡಲು ವಿಶೇಷ ನಿಧಿ ಸ್ಥಾಪಿಸಲಾಗುವುದು. ಡೀಪ್ ಟೆಕ್ ಕ್ಷೇತ್ರದಲ್ಲಿ ಸಂಶೋಧನೆಗೆ ಅನುದಾನ ಒದಗಿಸಲಾಗುವುದು. ಹೊಸ ಸಂಶೋಧನಾ ಕೇಂದ್ರಗಳ ಮೂಲಕ ಗ್ರಾಮೀಣ ವಿದ್ಯಾರ್ಥಿಗಳಿಗೆ ಅವಕಾಶ ಕಲ್ಪಿಸಲಾಗುವುದು. bbox=[759, 237, 933, 311]
budget-ad bbox=[332, 1390, 528, 1486]
property-body-col1 bbox=[412, 904, 572, 1150]
property-body-text: ಬೆಂಗಳೂರು: ಆಸ್ತಿ ನೋಂದಣಿ ಪ್ರಕ್ರಿಯೆಯನ್ನು ಸುಲಭಗೊಳಿಸಲು ಹಾಗೂ ಸಾರ್ವಜನಿಕರ ಅಲೆದಾಟ ತಪ್ಪಿಸಲು ರಾಜ್ಯ ಸರ್ಕಾರ 2026ರ ಬಜೆಟ್ನಲ್ಲಿ ಮಹತ್ವದ ಘೋಷಣೆಗಳನ್ನು ಮಾಡಿದೆ. ಕಂದಾಯ ಇಲಾಖೆಯಲ್ಲಿ 72 ಕೋಟಿ ರೂ. ವೆಚ್ಚದಲ್ಲಿ ಡಿಜಿಟಲ್ ವ್ಯವಸ್ಥೆ ಜಾರಿಗೊಳಿಸಲಾಗುವುದು. ಉಪನೋಂದಣಿ ಕಚೇರಿಗಳನ್ನು ಆಧುನೀಕರಣಗೊಳಿಸಿ, ಇ–ಸ್ವತ್ತು ಹಾಗೂ ಕಾವೇರಿ ತಂತ್ರಾಂಶದ ಮೂಲಕ ದಾಖಲೆಗಳನ್ನು ಆನ್ಲೈನ್ನಲ್ಲಿ ಪಡೆಯುವ ವ್ಯವಸ್ಥೆ ಕಲ್ಪಿಸಲಾಗುವುದು. ನೋಂದಣಿ ಶುಲ್ಕ ಪಾವತಿಗೆ ಆನ್ಲೈನ್ ಸೌಲಭ್ಯ ಒದಗಿಸಲಾಗುವುದು. ಡಿಜಿಟಲ್ ಇ–ಸ್ಟ್ಯಾಂಪಿಂಗ್ ಮತ್ತು ಪಾರದರ್ಶಕ ಸೇವೆಗಳ ಮೂಲಕ ಭ್ರಷ್ಟಾಚಾರಕ್ಕೆ ಕಡಿವಾಣ ಹಾಕಲಾಗುವುದು ಎಂದು ತಿಳಿಸಲಾಗಿದೆ. bbox=[412, 904, 572, 977]
police-headline bbox=[8, 1160, 320, 1234]
podium bbox=[133, 1003, 277, 1030]
mother-hair bbox=[316, 921, 362, 947]
davanagere-headline-line2: ಕ್ಷೇತ್ರಕ್ಕೆ ಬಂಪರ್ 100 ಕೋಟಿ bbox=[382, 1174, 478, 1185]
ad-title-line2: ಆಯವ್ಯಯ bbox=[441, 1426, 495, 1444]
sun-icon bbox=[780, 10, 790, 20]
ad-title-box bbox=[414, 1398, 522, 1460]
housing-body-text: ಬೆಂಗಳೂರು: ಸಿಎಂ ಸಿದ್ದರಾಮಯ್ಯ ಅವರು ಮಂಡಿಸಿದ ಬಜೆಟ್ನಲ್ಲಿ ವಸತಿ ಯೋಜನೆ ಫಲಾನುಭವಿಗಳ ಸಹಾಯಧನವನ್ನು 1.20 ಲಕ್ಷ ರೂ.ನಿಂದ 2 ಲಕ್ಷ ರೂ.ಗೆ ಏರಿಕೆ ಮಾಡಲಾಗಿದೆ. ಪರಿಶಿಷ್ಟ ಜಾತಿ ಮತ್ತು ಪರಿಶಿಷ್ಟ ಪಂಗಡದ ಫಲಾನುಭವಿಗಳಿಗೆ ಈ ಸೌಲಭ್ಯ ದೊರೆಯಲಿದೆ. ರಾಜ್ಯ ಸರ್ಕಾರ ಕಳೆದ ಮೂರು ವರ್ಷಗಳಲ್ಲಿ 7,328 ಕೋಟಿ ರೂ. ವೆಚ್ಚದಲ್ಲಿ ಒಟ್ಟು 4,19,454 ಮನೆಗಳ ನಿರ್ಮಾಣ ಪೂರ್ಣಗೊಳಿಸಿದೆ. ನಗರ ಪ್ರದೇಶಗಳಲ್ಲಿ ಬಡವರಿಗೆ ಸೂರು ಕಲ್ಪಿಸುವ ನಿಟ್ಟಿನಲ್ಲಿ ಹೊಸ ಯೋಜನೆಗಳನ್ನು ರೂಪಿಸಲಾಗಿದೆ. ವಸತಿ ಯೋಜನೆಗಳ ಅನುಷ್ಠಾನಕ್ಕೆ ಆನ್ಲೈನ್ ವ್ಯವಸ್ಥೆ ಜಾರಿಗೊಳಿಸಲಾಗುವುದು. ಕೊಳಚೆ ಪ್ರದೇಶಗಳ ಅಭಿವೃದ್ಧಿಗೆ 1,136 ಕೋಟಿ ರೂ. ಮೀಸಲಿಡಲಾಗಿದೆ. ಮುಂದಿನ ಎರಡು ವರ್ಷಗಳಲ್ಲಿ 50 ಸಾವಿರ ನಿವೇಶನಗಳನ್ನು ಹಂಚಿಕೆ ಮಾಡಲಾಗುವುದು. bbox=[291, 571, 431, 669]
davanagere-left-rule bbox=[326, 1160, 327, 1486]
person-minister bbox=[104, 208, 159, 288]
issue-day: ಶನಿವಾರ bbox=[806, 31, 825, 39]
housing-body-text: ಬೆಂಗಳೂರು: ಸಿಎಂ ಸಿದ್ದರಾಮಯ್ಯ ಅವರು ಮಂಡಿಸಿದ ಬಜೆಟ್ನಲ್ಲಿ ವಸತಿ ಯೋಜನೆ ಫಲಾನುಭವಿಗಳ ಸಹಾಯಧನವನ್ನು 1.20 ಲಕ್ಷ ರೂ.ನಿಂದ 2 ಲಕ್ಷ ರೂ.ಗೆ ಏರಿಕೆ ಮಾಡಲಾಗಿದೆ. ಪರಿಶಿಷ್ಟ ಜಾತಿ ಮತ್ತು ಪರಿಶಿಷ್ಟ ಪಂಗಡದ ಫಲಾನುಭವಿಗಳಿಗೆ ಈ ಸೌಲಭ್ಯ ದೊರೆಯಲಿದೆ. ರಾಜ್ಯ ಸರ್ಕಾರ ಕಳೆದ ಮೂರು ವರ್ಷಗಳಲ್ಲಿ 7,328 ಕೋಟಿ ರೂ. ವೆಚ್ಚದಲ್ಲಿ ಒಟ್ಟು 4,19,454 ಮನೆಗಳ ನಿರ್ಮಾಣ ಪೂರ್ಣಗೊಳಿಸಿದೆ. ನಗರ ಪ್ರದೇಶಗಳಲ್ಲಿ ಬಡವರಿಗೆ ಸೂರು ಕಲ್ಪಿಸುವ ನಿಟ್ಟಿನಲ್ಲಿ ಹೊಸ ಯೋಜನೆಗಳನ್ನು ರೂಪಿಸಲಾಗಿದೆ. ವಸತಿ ಯೋಜನೆಗಳ ಅನುಷ್ಠಾನಕ್ಕೆ ಆನ್ಲೈನ್ ವ್ಯವಸ್ಥೆ ಜಾರಿಗೊಳಿಸಲಾಗುವುದು. ಕೊಳಚೆ ಪ್ರದೇಶಗಳ ಅಭಿವೃದ್ಧಿಗೆ 1,136 ಕೋಟಿ ರೂ. ಮೀಸಲಿಡಲಾಗಿದೆ. ಮುಂದಿನ ಎರಡು ವರ್ಷಗಳಲ್ಲಿ 50 ಸಾವಿರ ನಿವೇಶನಗಳನ್ನು ಹಂಚಿಕೆ ಮಾಡಲಾಗುವುದು. bbox=[291, 685, 589, 750]
lecturers-body-col1 bbox=[8, 910, 128, 1150]
housing-body-bottom bbox=[291, 685, 741, 825]
right-column-box bbox=[752, 58, 940, 1148]
lead-headline-line2: ಹಿಂದುಳಿದ ವರ್ಗಗಳಿಗೆ ಸಿಎಂ ಭರ್ಜರಿ ಗಿಫ್ಟ್..! bbox=[75, 118, 681, 164]
poster-title: ಹಿಂದುಳಿದ ವರ್ಗಗಳ ಕಲ್ಯಾಣ bbox=[204, 232, 268, 240]
property-headline-line1: ಆಸ್ತಿ ನೋಂದಣಿಗೆ ಜನರ ಅಲೆದಾಟ ತಪ್ಪಿಸಲು bbox=[458, 845, 702, 864]
film-body-text: ಬೆಂಗಳೂರು: ಸಿಎಂ ಸಿದ್ದರಾಮಯ್ಯ ಅವರು ದಾಖಲೆಯ 17ನೇ ಬಾರಿ ಕರ್ನಾಟಕ ಬಜೆಟ್ ಮಂಡಿಸಿದ್ದು, ಕನ್ನಡ ಚಿತ್ರರಂಗಕ್ಕೂ ಹಲವು ಕೊಡುಗೆ ನೀಡಿದ್ದಾರೆ. ಮೈಸೂರಿನಲ್ಲಿ ಚಿತ್ರನಗರಿ ನಿರ್ಮಾಣ, ಕನ್ನಡ ಚಲನಚಿತ್ರಗಳಿಗೆ ಸಹಾಯಧನ ಹಾಗೂ ಒಟಿಟಿ ವೇದಿಕೆ ಸ್ಥಾಪನೆಯ ಕುರಿತು ಘೋಷಣೆ ಮಾಡಲಾಗಿದೆ. ಚಲನಚಿತ್ರೋತ್ಸವ ಆಯೋಜನೆಗೂ ಅನುದಾನ ನೀಡಲಾಗಿದೆ. ಕನ್ನಡ ಚಿತ್ರರಂಗದ ಹಿರಿಯ ಕಲಾವಿದರ ಕ್ಷೇಮಾಭಿವೃದ್ಧಿಗೆ ವಿಶೇಷ ನಿಧಿ ಮೀಸಲಿಡಲಾಗಿದೆ. ಚಿತ್ರಮಂದಿರಗಳ ನವೀಕರಣಕ್ಕೆ ಸಹಾಯಧನ ನೀಡಲಾಗುವುದು. ಸಿನಿಮಾ ಟಿಕೆಟ್ ದರ ನಿಯಂತ್ರಣಕ್ಕೂ ಕ್ರಮ ಕೈಗೊಳ್ಳಲಾಗುವುದು. bbox=[759, 756, 933, 813]
lead-photo bbox=[8, 172, 276, 296]
ad-year: 2026-27 bbox=[453, 1446, 483, 1454]
property-body-text: ಬೆಂಗಳೂರು: ಆಸ್ತಿ ನೋಂದಣಿ ಪ್ರಕ್ರಿಯೆಯನ್ನು ಸುಲಭಗೊಳಿಸಲು ಹಾಗೂ ಸಾರ್ವಜನಿಕರ ಅಲೆದಾಟ ತಪ್ಪಿಸಲು ರಾಜ್ಯ ಸರ್ಕಾರ 2026ರ ಬಜೆಟ್ನಲ್ಲಿ ಮಹತ್ವದ ಘೋಷಣೆಗಳನ್ನು ಮಾಡಿದೆ. ಕಂದಾಯ ಇಲಾಖೆಯಲ್ಲಿ 72 ಕೋಟಿ ರೂ. ವೆಚ್ಚದಲ್ಲಿ ಡಿಜಿಟಲ್ ವ್ಯವಸ್ಥೆ ಜಾರಿಗೊಳಿಸಲಾಗುವುದು. ಉಪನೋಂದಣಿ ಕಚೇರಿಗಳನ್ನು ಆಧುನೀಕರಣಗೊಳಿಸಿ, ಇ–ಸ್ವತ್ತು ಹಾಗೂ ಕಾವೇರಿ ತಂತ್ರಾಂಶದ ಮೂಲಕ ದಾಖಲೆಗಳನ್ನು ಆನ್ಲೈನ್ನಲ್ಲಿ ಪಡೆಯುವ ವ್ಯವಸ್ಥೆ ಕಲ್ಪಿಸಲಾಗುವುದು. ನೋಂದಣಿ ಶುಲ್ಕ ಪಾವತಿಗೆ ಆನ್ಲೈನ್ ಸೌಲಭ್ಯ ಒದಗಿಸಲಾಗುವುದು. ಡಿಜಿಟಲ್ ಇ–ಸ್ಟ್ಯಾಂಪಿಂಗ್ ಮತ್ತು ಪಾರದರ್ಶಕ ಸೇವೆಗಳ ಮೂಲಕ ಭ್ರಷ್ಟಾಚಾರಕ್ಕೆ ಕಡಿವಾಣ ಹಾಕಲಾಗುವುದು ಎಂದು ತಿಳಿಸಲಾಗಿದೆ. bbox=[578, 1028, 746, 1101]
section-title: ಮಂಡ್ಯ–ಮೈಸೂರು–ಚಾಮರಾಜನಗರ bbox=[8, 15, 286, 41]
davanagere-body-text: ದಾವಣಗೆರೆ: ದಾವಣಗೆರೆ ದಕ್ಷಿಣ ವಿಧಾನಸಭಾ ಕ್ಷೇತ್ರದ ಉಪಚುನಾವಣೆ ಹಿನ್ನೆಲೆಯಲ್ಲಿ ರಾಜ್ಯ ಬಜೆಟ್ನಲ್ಲಿ ಬಂಪರ್ ಅನುದಾನ ನೀಡಲಾಗಿದೆ. ಕ್ಷೇತ್ರದ ಅಭಿವೃದ್ಧಿಗಾಗಿ 100 ಕೋಟಿ ರೂ. ಅನುದಾನ ಘೋಷಿಸಲಾಗಿದೆ. ಕ್ಷೇತ್ರದಲ್ಲಿ ರಸ್ತೆ, ಕುಡಿಯುವ ನೀರು ಹಾಗೂ ಮೂಲಸೌಕರ್ಯ ಅಭಿವೃದ್ಧಿಗೆ ಈ ಅನುದಾನ ಬಳಕೆಯಾಗಲಿದೆ ಎಂದು ತಿಳಿಸಲಾಗಿದೆ. bbox=[332, 1204, 528, 1236]
person-cm bbox=[29, 193, 89, 273]
housing-body-text: ಬೆಂಗಳೂರು: ಸಿಎಂ ಸಿದ್ದರಾಮಯ್ಯ ಅವರು ಮಂಡಿಸಿದ ಬಜೆಟ್ನಲ್ಲಿ ವಸತಿ ಯೋಜನೆ ಫಲಾನುಭವಿಗಳ ಸಹಾಯಧನವನ್ನು 1.20 ಲಕ್ಷ ರೂ.ನಿಂದ 2 ಲಕ್ಷ ರೂ.ಗೆ ಏರಿಕೆ ಮಾಡಲಾಗಿದೆ. ಪರಿಶಿಷ್ಟ ಜಾತಿ ಮತ್ತು ಪರಿಶಿಷ್ಟ ಪಂಗಡದ ಫಲಾನುಭವಿಗಳಿಗೆ ಈ ಸೌಲಭ್ಯ ದೊರೆಯಲಿದೆ. ರಾಜ್ಯ ಸರ್ಕಾರ ಕಳೆದ ಮೂರು ವರ್ಷಗಳಲ್ಲಿ 7,328 ಕೋಟಿ ರೂ. ವೆಚ್ಚದಲ್ಲಿ ಒಟ್ಟು 4,19,454 ಮನೆಗಳ ನಿರ್ಮಾಣ ಪೂರ್ಣಗೊಳಿಸಿದೆ. ನಗರ ಪ್ರದೇಶಗಳಲ್ಲಿ ಬಡವರಿಗೆ ಸೂರು ಕಲ್ಪಿಸುವ ನಿಟ್ಟಿನಲ್ಲಿ ಹೊಸ ಯೋಜನೆಗಳನ್ನು ರೂಪಿಸಲಾಗಿದೆ. ವಸತಿ ಯೋಜನೆಗಳ ಅನುಷ್ಠಾನಕ್ಕೆ ಆನ್ಲೈನ್ ವ್ಯವಸ್ಥೆ ಜಾರಿಗೊಳಿಸಲಾಗುವುದು. ಕೊಳಚೆ ಪ್ರದೇಶಗಳ ಅಭಿವೃದ್ಧಿಗೆ 1,136 ಕೋಟಿ ರೂ. ಮೀಸಲಿಡಲಾಗಿದೆ. ಮುಂದಿನ ಎರಡು ವರ್ಷಗಳಲ್ಲಿ 50 ಸಾವಿರ ನಿವೇಶನಗಳನ್ನು ಹಂಚಿಕೆ ಮಾಡಲಾಗುವುದು. bbox=[591, 571, 741, 661]
row2-top-rule bbox=[8, 836, 748, 837]
police-body bbox=[8, 1236, 320, 1486]
welfare-poster bbox=[199, 177, 273, 293]
page-number: 5 bbox=[902, 5, 925, 46]
planetarium-headline: 11 ಜಿಲ್ಲೆಗಳಲ್ಲಿ ಪ್ಲಾನೆಟೇರಿಯಂ ಸ್ಥಾಪನೆ bbox=[759, 68, 899, 81]
davanagere-body bbox=[332, 1204, 528, 1388]
ad-footer: KARNATAKA bbox=[332, 1470, 528, 1486]
property-body-text: ಬೆಂಗಳೂರು: ಆಸ್ತಿ ನೋಂದಣಿ ಪ್ರಕ್ರಿಯೆಯನ್ನು ಸುಲಭಗೊಳಿಸಲು ಹಾಗೂ ಸಾರ್ವಜನಿಕರ ಅಲೆದಾಟ ತಪ್ಪಿಸಲು ರಾಜ್ಯ ಸರ್ಕಾರ 2026ರ ಬಜೆಟ್ನಲ್ಲಿ ಮಹತ್ವದ ಘೋಷಣೆಗಳನ್ನು ಮಾಡಿದೆ. ಕಂದಾಯ ಇಲಾಖೆಯಲ್ಲಿ 72 ಕೋಟಿ ರೂ. ವೆಚ್ಚದಲ್ಲಿ ಡಿಜಿಟಲ್ ವ್ಯವಸ್ಥೆ ಜಾರಿಗೊಳಿಸಲಾಗುವುದು. ಉಪನೋಂದಣಿ ಕಚೇರಿಗಳನ್ನು ಆಧುನೀಕರಣಗೊಳಿಸಿ, ಇ–ಸ್ವತ್ತು ಹಾಗೂ ಕಾವೇರಿ ತಂತ್ರಾಂಶದ ಮೂಲಕ ದಾಖಲೆಗಳನ್ನು ಆನ್ಲೈನ್ನಲ್ಲಿ ಪಡೆಯುವ ವ್ಯವಸ್ಥೆ ಕಲ್ಪಿಸಲಾಗುವುದು. ನೋಂದಣಿ ಶುಲ್ಕ ಪಾವತಿಗೆ ಆನ್ಲೈನ್ ಸೌಲಭ್ಯ ಒದಗಿಸಲಾಗುವುದು. ಡಿಜಿಟಲ್ ಇ–ಸ್ಟ್ಯಾಂಪಿಂಗ್ ಮತ್ತು ಪಾರದರ್ಶಕ ಸೇವೆಗಳ ಮೂಲಕ ಭ್ರಷ್ಟಾಚಾರಕ್ಕೆ ಕಡಿವಾಣ ಹಾಕಲಾಗುವುದು ಎಂದು ತಿಳಿಸಲಾಗಿದೆ. bbox=[412, 979, 572, 1053]
cm-portrait bbox=[508, 598, 544, 652]
subsidy-body-under-photo bbox=[694, 1272, 786, 1486]
lead-item-title: 7. ಸಿಎಂ ನೇತೃತ್ವದಲ್ಲಿ ಉನ್ನತ ಮಟ್ಟದ ಸಮಿತಿ bbox=[8, 481, 100, 489]
housing-headline-line1: ವಸತಿ ಯೋಜನೆ ಫಲಾನುಭವಿಗಳ ಸಹಾಯಧನ bbox=[371, 510, 659, 532]
police-headline-line1: ರಾಜ್ಯದಲ್ಲಿ 12 ಹೊಸ bbox=[76, 1164, 252, 1192]
unions-body-left bbox=[284, 250, 434, 495]
baby bbox=[334, 981, 370, 1005]
housing-body-text: ಬೆಂಗಳೂರು: ಸಿಎಂ ಸಿದ್ದರಾಮಯ್ಯ ಅವರು ಮಂಡಿಸಿದ ಬಜೆಟ್ನಲ್ಲಿ ವಸತಿ ಯೋಜನೆ ಫಲಾನುಭವಿಗಳ ಸಹಾಯಧನವನ್ನು 1.20 ಲಕ್ಷ ರೂ.ನಿಂದ 2 ಲಕ್ಷ ರೂ.ಗೆ ಏರಿಕೆ ಮಾಡಲಾಗಿದೆ. ಪರಿಶಿಷ್ಟ ಜಾತಿ ಮತ್ತು ಪರಿಶಿಷ್ಟ ಪಂಗಡದ ಫಲಾನುಭವಿಗಳಿಗೆ ಈ ಸೌಲಭ್ಯ ದೊರೆಯಲಿದೆ. ರಾಜ್ಯ ಸರ್ಕಾರ ಕಳೆದ ಮೂರು ವರ್ಷಗಳಲ್ಲಿ 7,328 ಕೋಟಿ ರೂ. ವೆಚ್ಚದಲ್ಲಿ ಒಟ್ಟು 4,19,454 ಮನೆಗಳ ನಿರ್ಮಾಣ ಪೂರ್ಣಗೊಳಿಸಿದೆ. ನಗರ ಪ್ರದೇಶಗಳಲ್ಲಿ ಬಡವರಿಗೆ ಸೂರು ಕಲ್ಪಿಸುವ ನಿಟ್ಟಿನಲ್ಲಿ ಹೊಸ ಯೋಜನೆಗಳನ್ನು ರೂಪಿಸಲಾಗಿದೆ. ವಸತಿ ಯೋಜನೆಗಳ ಅನುಷ್ಠಾನಕ್ಕೆ ಆನ್ಲೈನ್ ವ್ಯವಸ್ಥೆ ಜಾರಿಗೊಳಿಸಲಾಗುವುದು. ಕೊಳಚೆ ಪ್ರದೇಶಗಳ ಅಭಿವೃದ್ಧಿಗೆ 1,136 ಕೋಟಿ ರೂ. ಮೀಸಲಿಡಲಾಗಿದೆ. ಮುಂದಿನ ಎರಡು ವರ್ಷಗಳಲ್ಲಿ 50 ಸಾವಿರ ನಿವೇಶನಗಳನ್ನು ಹಂಚಿಕೆ ಮಾಡಲಾಗುವುದು. bbox=[443, 685, 741, 744]
unions-body-mid bbox=[440, 356, 585, 496]
subsidy-headline: ಶೇ.90ರಷ್ಟು ಸಬ್ಸಿಡಿ, ತಕ್ಷಣವೇ ಕೈಗೆ ಹಣ! bbox=[608, 1166, 872, 1188]
subsidy-body-col2 bbox=[790, 1196, 940, 1486]
unions-headline-line2: ಚುನಾವಣೆ ನಡೆಸಲು ರಾಜ್ಯ ಸರ್ಕಾರ ನಿರ್ಧಾರ bbox=[333, 211, 695, 240]
lead-item-title: 3. ಸಾಲದ ಬಡ್ಡಿ ಮನ್ನಾ bbox=[8, 400, 57, 408]
police-body-text: ಬೆಂಗಳೂರು: ರಾಜ್ಯದ ಮುಖ್ಯಮಂತ್ರಿ ಅವರು ದಾಖಲೆಯ 17ನೇ ಬಜೆಟ್ ಅನ್ನು ಮಂಡಿಸಿದ್ದು, ಪೊಲೀಸ್ ಇಲಾಖೆಗೆ ಹಲವು ಕೊಡುಗೆಗಳನ್ನು ನೀಡಿದ್ದಾರೆ. ರಾಜ್ಯದಲ್ಲಿ ಹೊಸದಾಗಿ 12 ಪೊಲೀಸ್ ಠಾಣೆಗಳನ್ನು ಸ್ಥಾಪಿಸಲಾಗುವುದು. ಕಾನೂನು ಮತ್ತು ಸುವ್ಯವಸ್ಥೆ ಕಾಪಾಡಲು ಪೊಲೀಸ್ ಸಿಬ್ಬಂದಿ ನೇಮಕಾತಿಗೆ ಆದ್ಯತೆ ನೀಡಲಾಗುವುದು. ಪೊಲೀಸ್ ವಸತಿ ಗೃಹಗಳ ನಿರ್ಮಾಣಕ್ಕೆ 150 ಕೋಟಿ ರೂ. ಅನುದಾನ ನೀಡಲಾಗಿದೆ. ಸೈಬರ್ ಅಪರಾಧ ತಡೆಗೆ ವಿಶೇಷ ಘಟಕಗಳನ್ನು ಸ್ಥಾಪಿಸಲಾಗುವುದು. ಸಂಚಾರಿ ಪೊಲೀಸ್ ವ್ಯವಸ್ಥೆಯನ್ನು ಬಲಪಡಿಸಲು 1,000 ಸಿಬ್ಬಂದಿ ನೇಮಕ ಮಾಡಲಾಗುವುದು. ಮಹಿಳೆಯರ ಸುರಕ್ಷತೆಗಾಗಿ ಅಕ್ಕ ಪಡೆ ವಿಸ್ತರಣೆ ಮಾಡಲಾಗುವುದು. bbox=[8, 1236, 161, 1309]
lead-item-text: ನಿಗಮಗಳ ಮೂಲಕ ಪಡೆದ ಸಾಲಗಳ ಮೇಲಿನ ಬಡ್ಡಿ ಮನ್ನಾ ಮಾಡಲು ತೀರ್ಮಾನಿಸಲಾಗಿದೆ. bbox=[8, 410, 185, 418]
mother-baby-illustration bbox=[281, 910, 401, 1030]
housing-headline-line2: 1.20 ಲಕ್ಷ ರೂ.ನಿಂದ 2 ಲಕ್ಷ ರೂ.ಗೆ ಏರಿಕೆ bbox=[369, 538, 661, 560]
housing-box bbox=[284, 500, 746, 830]
planetarium-body bbox=[753, 86, 939, 656]
unions-photo bbox=[440, 250, 585, 350]
subsidy-body-text: ಬೆಂಗಳೂರು: ಕೃಷಿ ಕ್ಷೇತ್ರದ ಅಭಿವೃದ್ಧಿಗೆ ಬಜೆಟ್ನಲ್ಲಿ ಹಲವು ಯೋಜನೆಗಳನ್ನು ಘೋಷಿಸಲಾಗಿದೆ. ರೈತರಿಗೆ ಕೃಷಿ ಯಂತ್ರೋಪಕರಣಗಳ ಖರೀದಿಗೆ ಶೇ.90ರಷ್ಟು ಸಬ್ಸಿಡಿ ನೀಡಲಾಗುವುದು. ಸಬ್ಸಿಡಿ ಮೊತ್ತ ತಕ್ಷಣವೇ ರೈತರ ಖಾತೆಗೆ ಜಮೆಯಾಗಲಿದೆ. ಹನಿ ನೀರಾವರಿ ಹಾಗೂ ತುಂತುರು ನೀರಾವರಿ ಘಟಕಗಳ ಅಳವಡಿಕೆಗೆ ಸಹಾಯಧನ ನೀಡಲಾಗುವುದು. ರೈತ ಉತ್ಪಾದಕ ಸಂಸ್ಥೆಗಳಿಗೆ ಆರ್ಥಿಕ ನೆರವು ಒದಗಿಸಲಾಗುವುದು. ಸಾವಯವ ಕೃಷಿ ಉತ್ತೇಜನಕ್ಕಾಗಿ ವಿಶೇಷ ಯೋಜನೆ ರೂಪಿಸಲಾಗಿದೆ. ಉತ್ತರ ಕರ್ನಾಟಕದ ರೈತರಿಗೆ ಕೃಷಿ ಹೊಂಡ ನಿರ್ಮಾಣಕ್ಕೆ ನೆರವು ನೀಡಲಾಗುವುದು. ಕೃಷಿ ಪ್ರಧಾನ ಜಿಲ್ಲೆಗಳಲ್ಲಿ ಶೀತಲ ಗೃಹಗಳ ನಿರ್ಮಾಣಕ್ಕೆ 531 ಕೋಟಿ ರೂ. ಅನುದಾನ ನೀಡಲಾಗುವುದು. bbox=[540, 1196, 690, 1277]
lead-item-title: 4. ಸಾಂಸ್ಕೃತಿಕ ನಿಯಮ bbox=[8, 420, 56, 428]
police-headline-line2: ಪೊಲೀಸ್ ಠಾಣೆಗಳ ಸ್ಥಾಪನೆ bbox=[58, 1200, 270, 1228]
housing-body-col1 bbox=[291, 571, 431, 681]
lead-item-title: 2. ಮಹಿಳಾ ಮತ್ತು ಸಮಾಜದ ಸಾಮಾಜಿಕ ಪ್ರಗತಿ bbox=[8, 371, 106, 379]
subsidy-body-text: ಬೆಂಗಳೂರು: ಕೃಷಿ ಕ್ಷೇತ್ರದ ಅಭಿವೃದ್ಧಿಗೆ ಬಜೆಟ್ನಲ್ಲಿ ಹಲವು ಯೋಜನೆಗಳನ್ನು ಘೋಷಿಸಲಾಗಿದೆ. ರೈತರಿಗೆ ಕೃಷಿ ಯಂತ್ರೋಪಕರಣಗಳ ಖರೀದಿಗೆ ಶೇ.90ರಷ್ಟು ಸಬ್ಸಿಡಿ ನೀಡಲಾಗುವುದು. ಸಬ್ಸಿಡಿ ಮೊತ್ತ ತಕ್ಷಣವೇ ರೈತರ ಖಾತೆಗೆ ಜಮೆಯಾಗಲಿದೆ. ಹನಿ ನೀರಾವರಿ ಹಾಗೂ ತುಂತುರು ನೀರಾವರಿ ಘಟಕಗಳ ಅಳವಡಿಕೆಗೆ ಸಹಾಯಧನ ನೀಡಲಾಗುವುದು. ರೈತ ಉತ್ಪಾದಕ ಸಂಸ್ಥೆಗಳಿಗೆ ಆರ್ಥಿಕ ನೆರವು ಒದಗಿಸಲಾಗುವುದು. ಸಾವಯವ ಕೃಷಿ ಉತ್ತೇಜನಕ್ಕಾಗಿ ವಿಶೇಷ ಯೋಜನೆ ರೂಪಿಸಲಾಗಿದೆ. ಉತ್ತರ ಕರ್ನಾಟಕದ ರೈತರಿಗೆ ಕೃಷಿ ಹೊಂಡ ನಿರ್ಮಾಣಕ್ಕೆ ನೆರವು ನೀಡಲಾಗುವುದು. ಕೃಷಿ ಪ್ರಧಾನ ಜಿಲ್ಲೆಗಳಲ್ಲಿ ಶೀತಲ ಗೃಹಗಳ ನಿರ್ಮಾಣಕ್ಕೆ 531 ಕೋಟಿ ರೂ. ಅನುದಾನ ನೀಡಲಾಗುವುದು. bbox=[790, 1280, 940, 1361]
subsidy-body-col1 bbox=[540, 1196, 690, 1486]
lead-item-title: 5. ಉದ್ಯೋಗ ಮತ್ತು ಕೌಶಲ್ಯ ತರಬೇತಿ bbox=[8, 441, 86, 449]
lead-item-text: ಅಲೆಮಾರಿ ಸಮುದಾಯಗಳಿಗೆ 30 ಕೋಟಿ ರೂ. ಹಾಗೂ ಕುಶಲಕರ್ಮಿ ವರ್ಗಗಳ ಕ್ಷೇಮಾಭಿವೃದ್ಧಿಗೆ 10 ಕೋಟಿ ರೂ. ಅನುದಾನ ಮೀಸಲಿಡಲಾಗಿದೆ. bbox=[8, 381, 282, 398]
